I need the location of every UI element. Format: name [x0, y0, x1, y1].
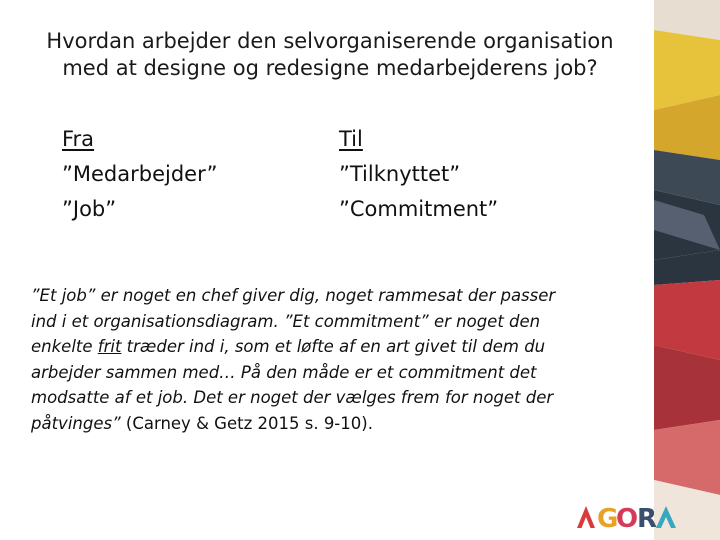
quote-line-3-start: enkelte — [31, 337, 98, 356]
quote-block — [31, 283, 651, 436]
from-item-job: ”Job” — [62, 197, 117, 221]
quote-citation: (Carney & Getz 2015 s. 9-10). — [120, 413, 373, 433]
quote-line-1: ”Et job” er noget en chef giver dig, noget rammesat der passer — [31, 286, 556, 305]
deco-shape — [654, 345, 720, 430]
quote-line-2: ind i et organisationsdiagram. ”Et commitment” er noget den — [31, 311, 541, 331]
title-line-2: med at designe og redesigne medarbejderens job? — [62, 56, 598, 80]
title-line-1: Hvordan arbejder den selvorganiserende organisation — [46, 29, 614, 53]
quote-line-6 — [31, 411, 651, 437]
from-item-medarbejder: ”Medarbejder” — [62, 162, 218, 186]
quote-underlined-word: frit — [97, 337, 122, 356]
logo-a-left-icon — [577, 506, 595, 528]
logo-letter-r: R — [637, 504, 658, 530]
to-item-tilknyttet: ”Tilknyttet” — [339, 162, 461, 186]
logo-a-right-icon — [656, 506, 676, 528]
to-item-commitment: ”Commitment” — [339, 197, 499, 221]
slide-title — [20, 28, 640, 82]
to-header: Til — [339, 127, 363, 151]
from-header: Fra — [62, 127, 95, 151]
to-column — [339, 122, 498, 227]
agora-logo — [575, 502, 679, 530]
quote-line-4: arbejder sammen med… På den måde er et commitment det — [31, 362, 537, 382]
decorative-side-pattern — [654, 0, 720, 540]
quote-line-5: modsatte af et job. Det er noget der vælges frem for noget der — [31, 388, 554, 407]
logo-letter-g: G — [597, 504, 619, 530]
from-column — [62, 122, 217, 227]
logo-letter-o: O — [616, 504, 639, 530]
quote-line-3 — [31, 334, 651, 360]
quote-line-3-end: træder ind i, som et løfte af en art givet til dem du — [121, 337, 546, 356]
quote-line-6-italic: påtvinges” — [31, 413, 121, 433]
